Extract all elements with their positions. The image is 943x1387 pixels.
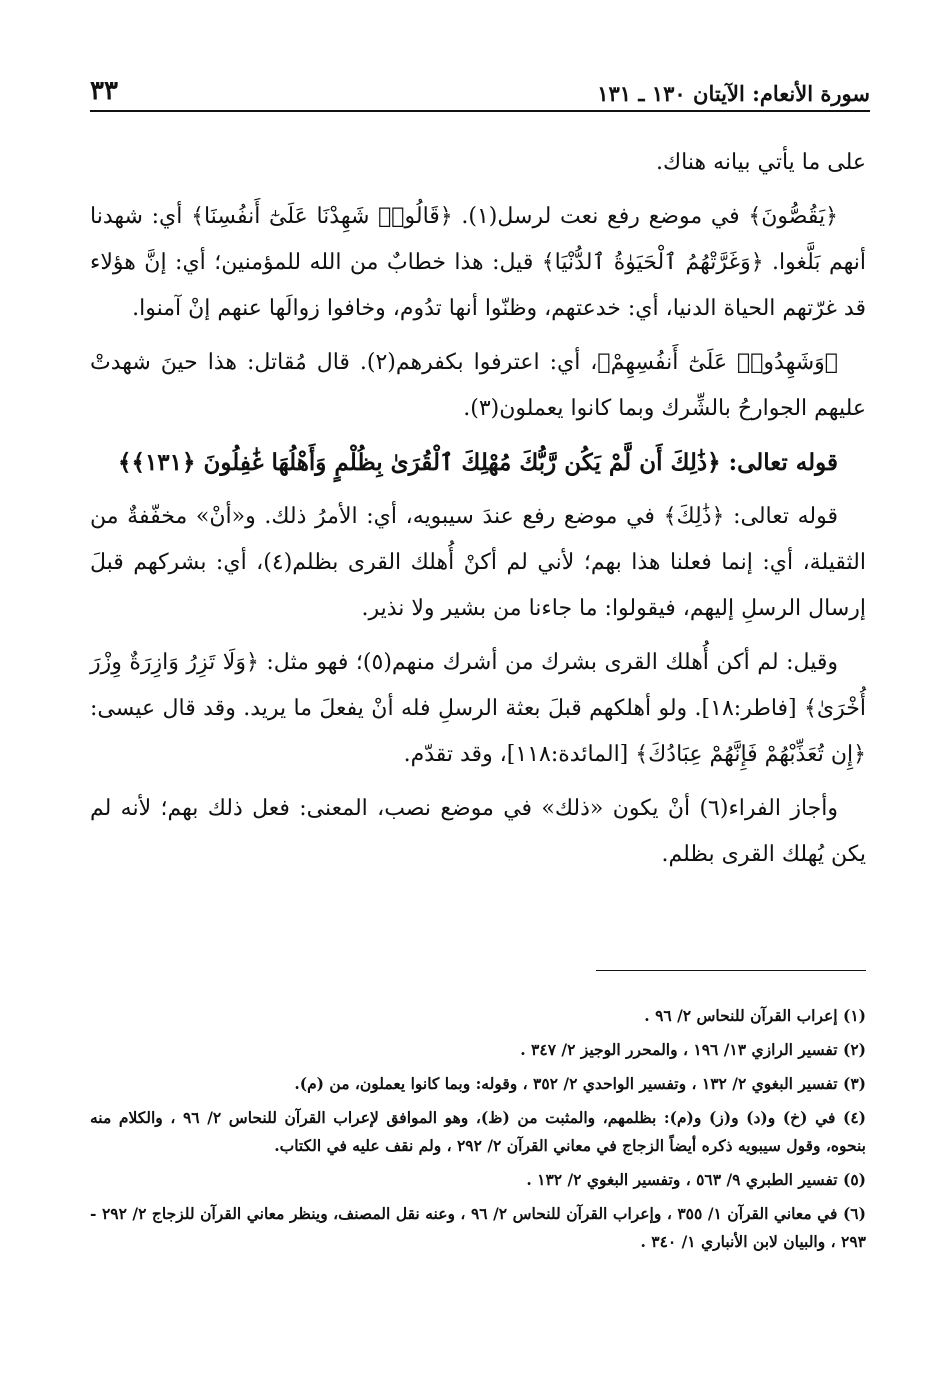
- footnote: (٦) في معاني القرآن ١/ ٣٥٥ ، وإعراب القرآن للنحاس ٢/ ٩٦ ، وعنه نقل المصنف، وينظر معاني القرآن للزجاج ٢/ ٢٩٢ - ٢٩٣ ، والبيان لابن الأنباري ١/ ٣٤٠ .: [90, 1204, 866, 1251]
- paragraph: وقيل: لم أكن أُهلك القرى بشرك من أشرك منهم(٥)؛ فهو مثل: ﴿وَلَا تَزِرُ وَازِرَةٌ وِزْرَ أُخْرَىٰ﴾ [فاطر:١٨]. ولو أهلكهم قبلَ بعثة الرسلِ فله أنْ يفعلَ ما يريد. وقد قال عيسى: ﴿إِن تُعَذِّبْهُمْ فَإِنَّهُمْ عِبَادُكَ﴾ [المائدة:١١٨]، وقد تقدّم.: [90, 650, 866, 767]
- header-divider: [90, 110, 870, 112]
- footnote: (٣) تفسير البغوي ٢/ ١٣٢ ، وتفسير الواحدي ٢/ ٣٥٢ ، وقوله: وبما كانوا يعملون، من (م).: [294, 1074, 866, 1093]
- paragraph: وأجاز الفراء(٦) أنْ يكون «ذلك» في موضع نصب، المعنى: فعل ذلك بهم؛ لأنه لم يكن يُهلك القرى بظلم.: [90, 796, 866, 867]
- main-text: [90, 140, 866, 886]
- verse-heading: قوله تعالى: ﴿ذَٰلِكَ أَن لَّمْ يَكُن رَّبُّكَ مُهْلِكَ ٱلْقُرَىٰ بِظُلْمٍ وَأَهْلُهَا غَٰفِلُونَ ﴿١٣١﴾﴾: [118, 449, 838, 476]
- footnote: (٢) تفسير الرازي ١٣/ ١٩٦ ، والمحرر الوجيز ٢/ ٣٤٧ .: [520, 1040, 866, 1059]
- footnote: (١) إعراب القرآن للنحاس ٢/ ٩٦ .: [644, 1006, 866, 1025]
- footnote: (٥) تفسير الطبري ٩/ ٥٦٣ ، وتفسير البغوي ٢/ ١٣٢ .: [526, 1170, 866, 1189]
- paragraph: ﴿وَشَهِدُوا۟ عَلَىٰٓ أَنفُسِهِمْ﴾، أي: اعترفوا بكفرهم(٢). قال مُقاتل: هذا حينَ شهدتْ عليهم الجوارحُ بالشِّرك وبما كانوا يعملون(٣).: [90, 350, 866, 421]
- page-header: [90, 66, 870, 106]
- footnotes: [90, 1002, 866, 1262]
- paragraph: قوله تعالى: ﴿ذَٰلِكَ﴾ في موضع رفع عندَ سيبويه، أي: الأمرُ ذلك. و«أنْ» مخفّفةٌ من الثقيلة، أي: إنما فعلنا هذا بهم؛ لأني لم أكنْ أُهلك القرى بظلم(٤)، أي: بشركهم قبلَ إرسال الرسلِ إليهم، فيقولوا: ما جاءنا من بشير ولا نذير.: [90, 504, 866, 621]
- paragraph: على ما يأتي بيانه هناك.: [656, 150, 866, 175]
- page-number: ٣٣: [90, 76, 118, 106]
- footnote-divider: [596, 970, 866, 971]
- footnote: (٤) في (خ) و(د) و(ز) و(م): بظلمهم، والمثبت من (ظ)، وهو الموافق لإعراب القرآن للنحاس ٢/ ٩٦ ، والكلام منه بنحوه، وقول سيبويه ذكره أيضاً الزجاج في معاني القرآن ٢/ ٢٩٢ ، ولم نقف عليه في الكتاب.: [90, 1108, 866, 1155]
- paragraph: ﴿يَقُصُّونَ﴾ في موضع رفع نعت لرسل(١). ﴿قَالُوا۟ شَهِدْنَا عَلَىٰٓ أَنفُسِنَا﴾ أي: شهدنا أنهم بَلَّغوا. ﴿وَغَرَّتْهُمُ ٱلْحَيَوٰةُ ٱلدُّنْيَا﴾ قيل: هذا خطابٌ من الله للمؤمنين؛ أي: إنَّ هؤلاء قد غرّتهم الحياة الدنيا، أي: خدعتهم، وظنّوا أنها تدُوم، وخافوا زوالَها عنهم إنْ آمنوا.: [90, 204, 866, 321]
- running-title: سورة الأنعام: الآيتان ١٣٠ ـ ١٣١: [597, 81, 870, 106]
